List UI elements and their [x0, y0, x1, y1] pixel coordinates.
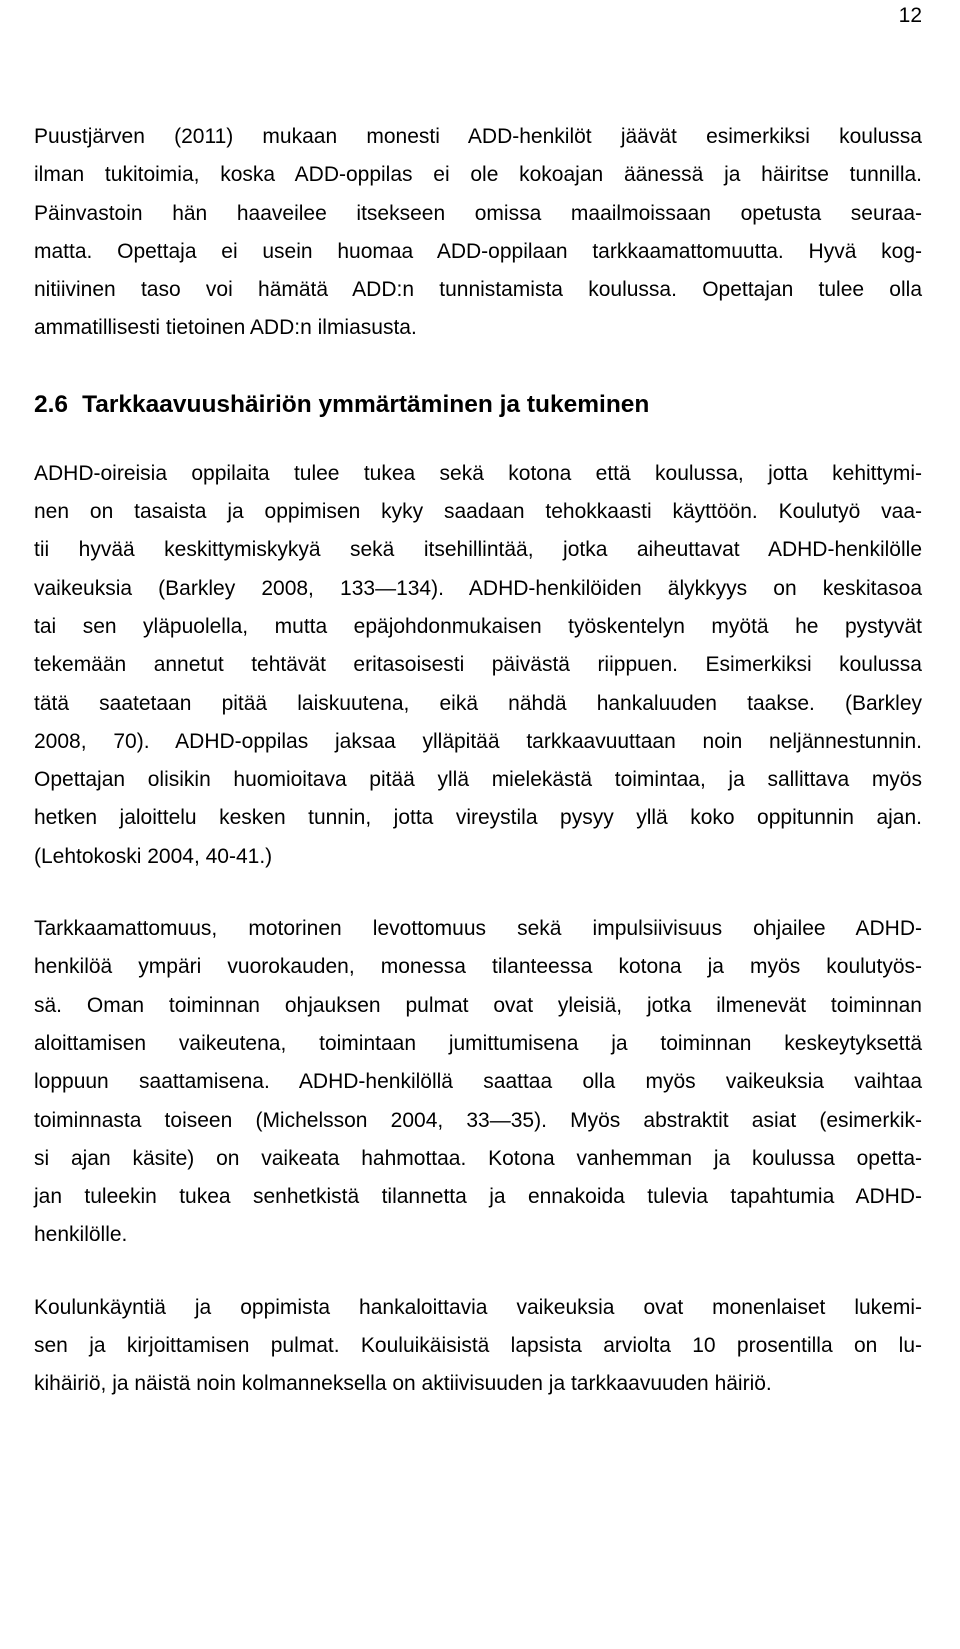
- text-line: aloittamisen vaikeutena, toimintaan jumittumisena ja toiminnan keskeytyksettä: [34, 1031, 922, 1055]
- text-line: ilman tukitoimia, koska ADD-oppilas ei ole kokoajan äänessä ja häiritse tunnilla.: [34, 163, 922, 187]
- text-line: sä. Oman toiminnan ohjauksen pulmat ovat yleisiä, jotka ilmenevät toiminnan: [34, 993, 922, 1017]
- text-line: Koulunkäyntiä ja oppimista hankaloittavia vaikeuksia ovat monenlaiset lukemi-: [34, 1295, 922, 1319]
- paragraph-adhd-support: [34, 455, 922, 876]
- text-line: Opettajan olisikin huomioitava pitää yllä mielekästä toimintaa, ja sallittava myös: [34, 768, 922, 792]
- text-line: tii hyvää keskittymiskykyä sekä itsehillintää, jotka aiheuttavat ADHD-henkilölle: [34, 538, 922, 562]
- text-line: si ajan käsite) on vaikeata hahmottaa. Kotona vanhemman ja koulussa opetta-: [34, 1146, 922, 1170]
- section-number: 2.6: [34, 390, 69, 418]
- text-line: ADHD-oireisia oppilaita tulee tukea sekä kotona että koulussa, jotta kehittymi-: [34, 461, 922, 485]
- text-line: tekemään annetut tehtävät eritasoisesti päivästä riippuen. Esimerkiksi koulussa: [34, 653, 922, 677]
- text-line: 2008, 70). ADHD-oppilas jaksaa ylläpitää tarkkaavuuttaan noin neljännestunnin.: [34, 729, 922, 753]
- text-line: hetken jaloittelu kesken tunnin, jotta vireystila pysyy yllä koko oppitunnin ajan.: [34, 806, 922, 830]
- section-title: Tarkkaavuushäiriön ymmärtäminen ja tukeminen: [82, 390, 650, 418]
- text-line: Päinvastoin hän haaveilee itsekseen omissa maailmoissaan opetusta seuraa-: [34, 201, 922, 225]
- text-line: kihäiriö, ja näistä noin kolmanneksella on aktiivisuuden ja tarkkaavuuden häiriö.: [34, 1372, 772, 1396]
- text-line: sen ja kirjoittamisen pulmat. Kouluikäisistä lapsista arviolta 10 prosentilla on lu-: [34, 1334, 922, 1358]
- text-line: tai sen yläpuolella, mutta epäjohdonmukaisen työskentelyn myötä he pystyvät: [34, 614, 922, 638]
- paragraph-add-at-school: [34, 118, 922, 348]
- text-line: henkilöä ympäri vuorokauden, monessa tilanteessa kotona ja myös koulutyös-: [34, 955, 922, 979]
- text-line: nen on tasaista ja oppimisen kyky saadaan tehokkaasti käyttöön. Koulutyö vaa-: [34, 500, 922, 524]
- text-line: loppuun saattamisena. ADHD-henkilöllä saattaa olla myös vaikeuksia vaihtaa: [34, 1070, 922, 1094]
- text-line: ammatillisesti tietoinen ADD:n ilmiasusta.: [34, 316, 417, 340]
- text-line: toiminnasta toiseen (Michelsson 2004, 33—35). Myös abstraktit asiat (esimerkik-: [34, 1108, 922, 1132]
- paragraph-inattention: [34, 910, 922, 1255]
- text-line: matta. Opettaja ei usein huomaa ADD-oppilaan tarkkaamattomuutta. Hyvä kog-: [34, 239, 922, 263]
- page-number: 12: [898, 4, 922, 27]
- paragraph-learning-difficulties: [34, 1289, 922, 1404]
- text-line: Tarkkaamattomuus, motorinen levottomuus sekä impulsiivisuus ohjailee ADHD-: [34, 917, 922, 941]
- text-line: jan tuleekin tukea senhetkistä tilannetta ja ennakoida tulevia tapahtumia ADHD-: [34, 1185, 922, 1209]
- text-line: nitiivinen taso voi hämätä ADD:n tunnistamista koulussa. Opettajan tulee olla: [34, 278, 922, 302]
- text-line: henkilölle.: [34, 1223, 128, 1247]
- text-line: (Lehtokoski 2004, 40-41.): [34, 844, 273, 868]
- text-line: vaikeuksia (Barkley 2008, 133—134). ADHD-henkilöiden älykkyys on keskitasoa: [34, 576, 922, 600]
- text-line: tätä saatetaan pitää laiskuutena, eikä nähdä hankaluuden taakse. (Barkley: [34, 691, 922, 715]
- text-line: Puustjärven (2011) mukaan monesti ADD-henkilöt jäävät esimerkiksi koulussa: [34, 125, 922, 148]
- section-heading: [34, 385, 922, 425]
- document-body: [34, 118, 922, 1404]
